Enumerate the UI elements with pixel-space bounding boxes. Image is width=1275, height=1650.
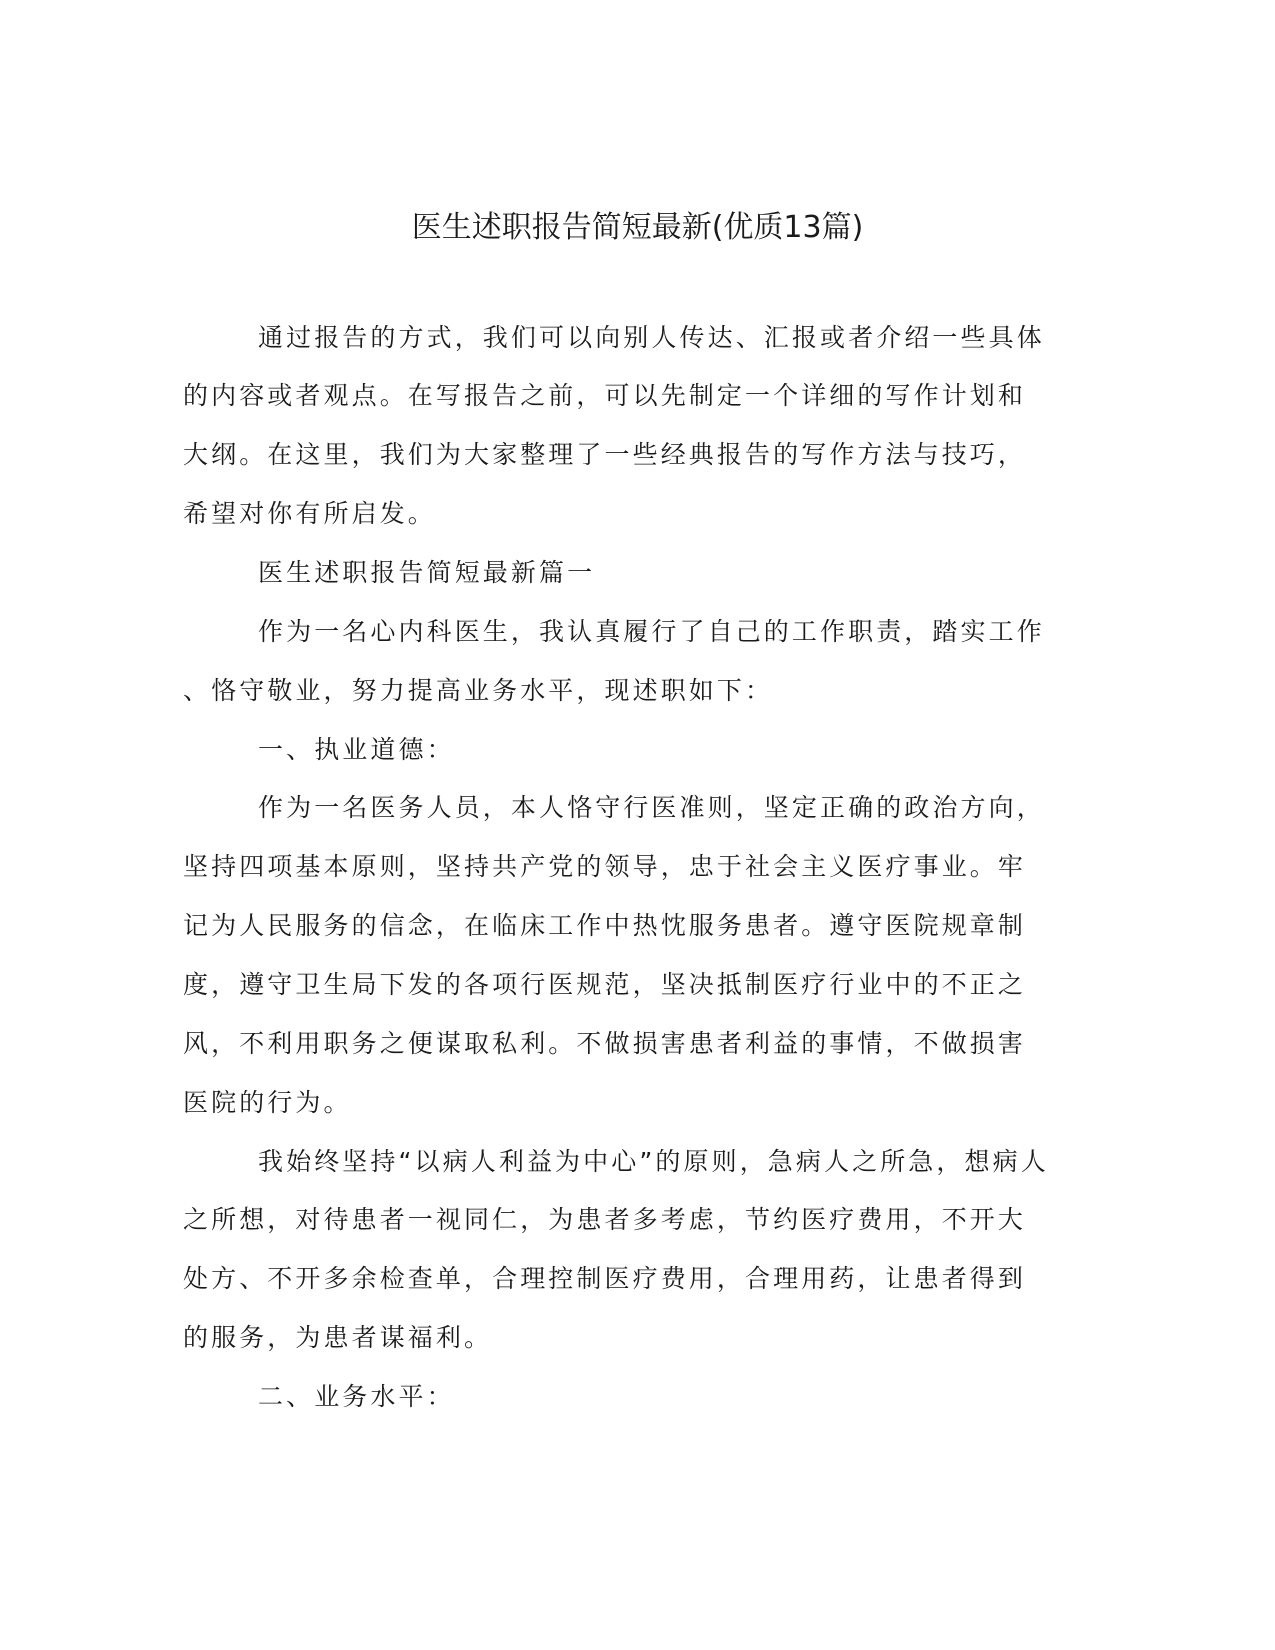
paragraph-line: 大纲。在这里，我们为大家整理了一些经典报告的写作方法与技巧， <box>183 440 1027 469</box>
paragraph-line: 的内容或者观点。在写报告之前，可以先制定一个详细的写作计划和 <box>183 381 1027 410</box>
subsection-heading: 二、业务水平： <box>258 1382 455 1411</box>
paragraph-line: 希望对你有所启发。 <box>183 499 436 528</box>
paragraph-line: 作为一名医务人员，本人恪守行医准则，坚定正确的政治方向， <box>258 793 1045 822</box>
paragraph-line: 风，不利用职务之便谋取私利。不做损害患者利益的事情，不做损害 <box>183 1029 1027 1058</box>
paragraph-line: 医院的行为。 <box>183 1088 352 1117</box>
paragraph-line: 处方、不开多余检查单，合理控制医疗费用，合理用药，让患者得到 <box>183 1264 1027 1293</box>
document-title: 医生述职报告简短最新(优质13篇) <box>411 210 864 245</box>
paragraph-line: 坚持四项基本原则，坚持共产党的领导，忠于社会主义医疗事业。牢 <box>183 852 1027 881</box>
section-heading: 医生述职报告简短最新篇一 <box>258 558 596 587</box>
paragraph-line: 我始终坚持“以病人利益为中心”的原则，急病人之所急，想病人 <box>258 1147 1049 1176</box>
subsection-heading: 一、执业道德： <box>258 735 455 764</box>
paragraph-line: 度，遵守卫生局下发的各项行医规范，坚决抵制医疗行业中的不正之 <box>183 970 1027 999</box>
paragraph-line: 之所想，对待患者一视同仁，为患者多考虑，节约医疗费用，不开大 <box>183 1205 1027 1234</box>
paragraph-line: 作为一名心内科医生，我认真履行了自己的工作职责，踏实工作 <box>258 617 1045 646</box>
paragraph-line: 、恪守敬业，努力提高业务水平，现述职如下： <box>183 676 774 705</box>
paragraph-line: 通过报告的方式，我们可以向别人传达、汇报或者介绍一些具体 <box>258 323 1045 352</box>
paragraph-line: 的服务，为患者谋福利。 <box>183 1323 493 1352</box>
paragraph-line: 记为人民服务的信念，在临床工作中热忱服务患者。遵守医院规章制 <box>183 911 1027 940</box>
